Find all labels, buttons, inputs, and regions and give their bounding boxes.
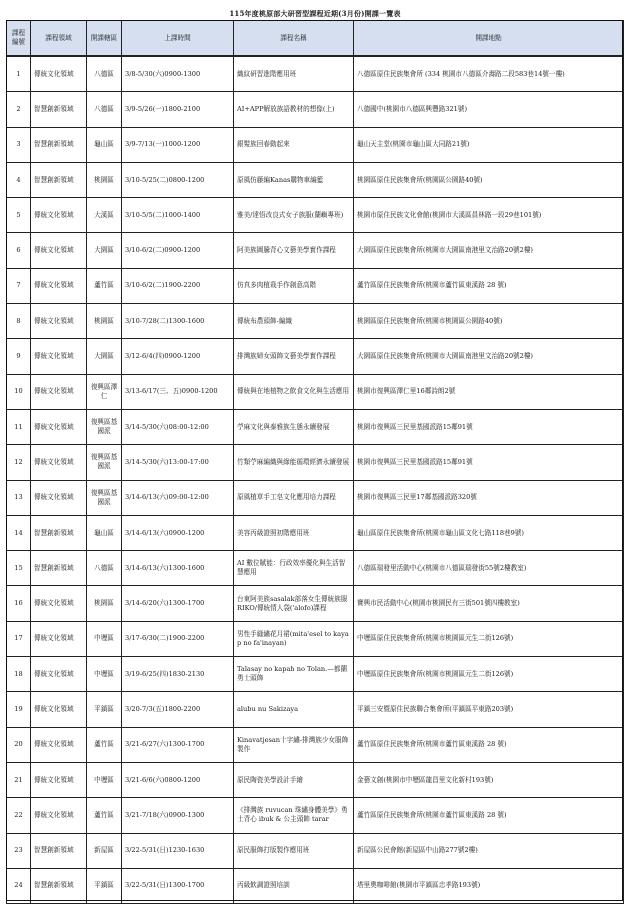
location-cell: 八德國中(桃園市八德區興豐路321號) [354,92,624,127]
header-course-name: 課程名稱 [234,21,354,57]
course-name-cell: 原風仿藤編Kanas購物車編籃 [234,162,354,197]
location-cell: 桃園市復興區三民里基國派路15鄰91號 [354,409,624,444]
course-no-cell: 15 [7,551,31,586]
table-row [7,515,624,550]
table-row [7,162,624,197]
course-no-cell: 4 [7,162,31,197]
field-cell: 智慧創新領域 [31,551,87,586]
district-cell: 八德區 [87,551,122,586]
location-cell: 金藝文創(桃園市中壢區龍昌里文化新村193號) [354,762,624,797]
district-cell: 中壢區 [87,657,122,692]
district-cell: 復興區澤仁 [87,374,122,409]
time-cell: 3/22-5/31(日)1300-1700 [122,868,234,903]
district-cell: 平鎮區 [87,692,122,727]
location-cell: 桃園市復興區澤仁里16鄰詩朗2號 [354,374,624,409]
district-cell: 大園區 [87,339,122,374]
table-row [7,198,624,233]
district-cell: 大溪區 [87,198,122,233]
document-title: 115年度桃原部大研習型課程近期(3月份)開課一覽表 [229,9,401,18]
time-cell: 3/10-5/5(二)1000-1400 [122,198,234,233]
field-cell: 傳統文化領域 [31,445,87,480]
location-cell: 桃園區原住民族集會所(桃園區公園路40號) [354,162,624,197]
field-cell: 傳統文化領域 [31,233,87,268]
district-cell: 復興區基國派 [87,409,122,444]
time-cell: 3/8-5/30(六)0900-1300 [122,56,234,92]
field-cell: 傳統文化領域 [31,586,87,621]
course-no-cell: 5 [7,198,31,233]
course-name-cell: 台東阿美族sasalak部落女生傳統族服RIKO/傳統情人袋('alofo)課程 [234,586,354,621]
district-cell: 蘆竹區 [87,727,122,762]
field-cell: 傳統文化領域 [31,480,87,515]
district-cell: 新屋區 [87,833,122,868]
course-no-cell: 23 [7,833,31,868]
table-row [7,551,624,586]
table-row [7,762,624,797]
time-cell: 3/10-6/2(二)1900-2200 [122,268,234,303]
district-cell: 蘆竹區 [87,268,122,303]
course-name-cell: 織紋研習進階應用班 [234,56,354,92]
time-cell: 3/17-6/30(二)1900-2200 [122,621,234,656]
table-row [7,233,624,268]
course-name-cell: 仿真多肉植栽手作創意高階 [234,268,354,303]
course-name-cell: 傳統與在地植物之飲食文化與生活應用 [234,374,354,409]
course-name-cell: 男性手縫繡花月裙(mita'esel to kayap no fa'inayan) [234,621,354,656]
table-row [7,727,624,762]
field-cell: 傳統文化領域 [31,339,87,374]
time-cell: 3/14-6/13(六)0900-1200 [122,515,234,550]
course-no-cell: 3 [7,127,31,162]
location-cell: 寶興市民活動中心(桃園市桃園民有三街501號四樓教室) [354,586,624,621]
time-cell: 3/19-6/25(四)1830-2130 [122,657,234,692]
time-cell: 3/14-6/13(六)09:00-12:00 [122,480,234,515]
table-row [7,374,624,409]
table-row [7,268,624,303]
district-cell: 復興區基國派 [87,480,122,515]
field-cell: 傳統文化領域 [31,198,87,233]
field-cell: 傳統文化領域 [31,268,87,303]
course-no-cell: 13 [7,480,31,515]
field-cell: 智慧創新領域 [31,92,87,127]
district-cell: 八德區 [87,92,122,127]
course-no-cell: 17 [7,621,31,656]
location-cell: 桃園區原住民族集會所(桃園市桃園區公園路40號) [354,304,624,339]
course-no-cell: 24 [7,868,31,903]
district-cell: 中壢區 [87,621,122,656]
district-cell: 龜山區 [87,127,122,162]
field-cell: 智慧創新領域 [31,833,87,868]
field-cell: 傳統文化領域 [31,657,87,692]
table-row [7,339,624,374]
table-row [7,621,624,656]
field-cell: 傳統文化領域 [31,374,87,409]
field-cell: 傳統文化領域 [31,727,87,762]
course-name-cell: 傳統布農頭飾-編織 [234,304,354,339]
location-cell: 八德區原住民族集會所 (334 桃園市八德區介壽路二段583巷14號一樓) [354,56,624,92]
course-no-cell: 16 [7,586,31,621]
table-row [7,692,624,727]
time-cell: 3/9-7/13(一)1000-1200 [122,127,234,162]
location-cell: 蘆竹區原住民族集會所(桃園市蘆竹區東溪路 28 號) [354,798,624,833]
time-cell: 3/10-7/28(二)1300-1600 [122,304,234,339]
district-cell: 八德區 [87,56,122,92]
table-header-row [7,21,624,57]
table-row [7,480,624,515]
location-cell: 蘆竹區原住民族集會所(桃園市蘆竹區東溪路 28 號) [354,268,624,303]
district-cell: 桃園區 [87,304,122,339]
location-cell: 桃園市復興區三民里基國派路15鄰91號 [354,445,624,480]
district-cell: 桃園區 [87,162,122,197]
table-row [7,127,624,162]
course-no-cell: 7 [7,268,31,303]
course-name-cell: 排灣族婦女頭飾文藝美學實作課程 [234,339,354,374]
course-name-cell: 美容丙級證照初階應用班 [234,515,354,550]
table-row [7,586,624,621]
field-cell: 傳統文化領域 [31,304,87,339]
time-cell: 3/10-5/25(二)0800-1200 [122,162,234,197]
table-row [7,92,624,127]
course-name-cell: 原民服飾打版製作應用班 [234,833,354,868]
course-name-cell: 雅美/達悟改良式女子族服(蘭嶼專班) [234,198,354,233]
course-no-cell: 8 [7,304,31,339]
time-cell: 3/21-7/18(六)0900-1300 [122,798,234,833]
location-cell: 塔里奧咖啡館(桃園市平鎮區忠孝路193號) [354,868,624,903]
course-no-cell: 2 [7,92,31,127]
location-cell: 桃園市原住民族文化會館(桃園市大溪區員林路一段29巷101號) [354,198,624,233]
header-field: 課程領域 [31,21,87,57]
field-cell: 傳統文化領域 [31,692,87,727]
course-name-cell: 《排灣族 ruvucan 珠繡身體美學》勇士背心 ibuk & 公主頭飾 tarar [234,798,354,833]
field-cell: 智慧創新領域 [31,515,87,550]
location-cell: 桃園市復興區三民里17鄰基國派路320號 [354,480,624,515]
field-cell: 智慧創新領域 [31,162,87,197]
time-cell: 3/14-6/20(六)1300-1700 [122,586,234,621]
course-no-cell: 11 [7,409,31,444]
course-no-cell: 9 [7,339,31,374]
location-cell: 新屋區公民會館(新屋區中山路277號2樓) [354,833,624,868]
course-no-cell: 22 [7,798,31,833]
course-name-cell: Talasay no kapah no Tolan.—都蘭勇士頭飾 [234,657,354,692]
location-cell: 大園區原住民族集會所(桃園市大園區南港里文治路20號2樓) [354,339,624,374]
district-cell: 桃園區 [87,586,122,621]
time-cell: 3/22-5/31(日)1230-1630 [122,833,234,868]
table-row [7,798,624,833]
header-district: 開課轄區 [87,21,122,57]
field-cell: 智慧創新領域 [31,127,87,162]
field-cell: 傳統文化領域 [31,762,87,797]
location-cell: 八德區瑞發里活動中心(桃園市八德區瑞發街55號2樓教室) [354,551,624,586]
course-no-cell: 21 [7,762,31,797]
table-row [7,868,624,903]
table-row [7,833,624,868]
course-name-cell: 阿美族圖騰背心文藝美學實作課程 [234,233,354,268]
district-cell: 蘆竹區 [87,798,122,833]
location-cell: 龜山天主堂(桃園市龜山區大同路21號) [354,127,624,162]
course-schedule-table [6,20,624,904]
course-name-cell: 竹類苧麻編織與綠能循環經濟永續發展 [234,445,354,480]
field-cell: 智慧創新領域 [31,868,87,903]
course-name-cell: 原民陶瓷美學設計手繪 [234,762,354,797]
time-cell: 3/20-7/3(五)1800-2200 [122,692,234,727]
course-name-cell: Kinavatjesan十字繡-排灣族少女服飾製作 [234,727,354,762]
header-course-no: 課程編號 [7,21,31,57]
field-cell: 傳統文化領域 [31,621,87,656]
field-cell: 傳統文化領域 [31,409,87,444]
time-cell: 3/9-5/26(一)1800-2100 [122,92,234,127]
table-row [7,409,624,444]
table-row [7,657,624,692]
time-cell: 3/21-6/27(六)1300-1700 [122,727,234,762]
time-cell: 3/14-5/30(六)08:00-12:00 [122,409,234,444]
header-time: 上課時間 [122,21,234,57]
district-cell: 平鎮區 [87,868,122,903]
district-cell: 復興區基國派 [87,445,122,480]
location-cell: 龜山區原住民族集會所(桃園市龜山區文化七路118巷9號) [354,515,624,550]
course-name-cell: 苧麻文化與泰雅族生態永續發展 [234,409,354,444]
field-cell: 傳統文化領域 [31,56,87,92]
course-name-cell: 銀髮族回春動起來 [234,127,354,162]
table-row [7,445,624,480]
location-cell: 蘆竹區原住民族集會所(桃園市蘆竹區東溪路 28 號) [354,727,624,762]
time-cell: 3/10-6/2(二)0900-1200 [122,233,234,268]
course-name-cell: 原風植草手工皂文化應用培力課程 [234,480,354,515]
location-cell: 大園區原住民族集會所(桃園市大園區南港里文治路20號2樓) [354,233,624,268]
time-cell: 3/13-6/17(三、五)0900-1200 [122,374,234,409]
district-cell: 中壢區 [87,762,122,797]
course-no-cell: 18 [7,657,31,692]
course-no-cell: 1 [7,56,31,92]
location-cell: 平鎮三安暨原住民族聯合集會所(平鎮區平東路203號) [354,692,624,727]
time-cell: 3/14-5/30(六)13:00-17:00 [122,445,234,480]
district-cell: 大園區 [87,233,122,268]
field-cell: 傳統文化領域 [31,798,87,833]
time-cell: 3/21-6/6(六)0800-1200 [122,762,234,797]
time-cell: 3/14-6/13(六)1300-1600 [122,551,234,586]
course-name-cell: 丙級飲調證照培訓 [234,868,354,903]
table-body [7,56,624,904]
course-no-cell: 10 [7,374,31,409]
course-name-cell: AI 數位賦能：行政效率優化與生活智慧應用 [234,551,354,586]
table-row [7,56,624,92]
location-cell: 中壢區原住民族集會所(桃園市桃園區元生二街126號) [354,621,624,656]
location-cell: 中壢區原住民族集會所(桃園市桃園區元生二街126號) [354,657,624,692]
table-row [7,304,624,339]
course-no-cell: 6 [7,233,31,268]
course-no-cell: 20 [7,727,31,762]
time-cell: 3/12-6/4(四)0900-1200 [122,339,234,374]
course-name-cell: AI+APP解放族語教材的想像(上) [234,92,354,127]
district-cell: 龜山區 [87,515,122,550]
course-no-cell: 14 [7,515,31,550]
course-no-cell: 12 [7,445,31,480]
header-location: 開課地點 [354,21,624,57]
course-no-cell: 19 [7,692,31,727]
course-name-cell: alubu nu Sakizaya [234,692,354,727]
